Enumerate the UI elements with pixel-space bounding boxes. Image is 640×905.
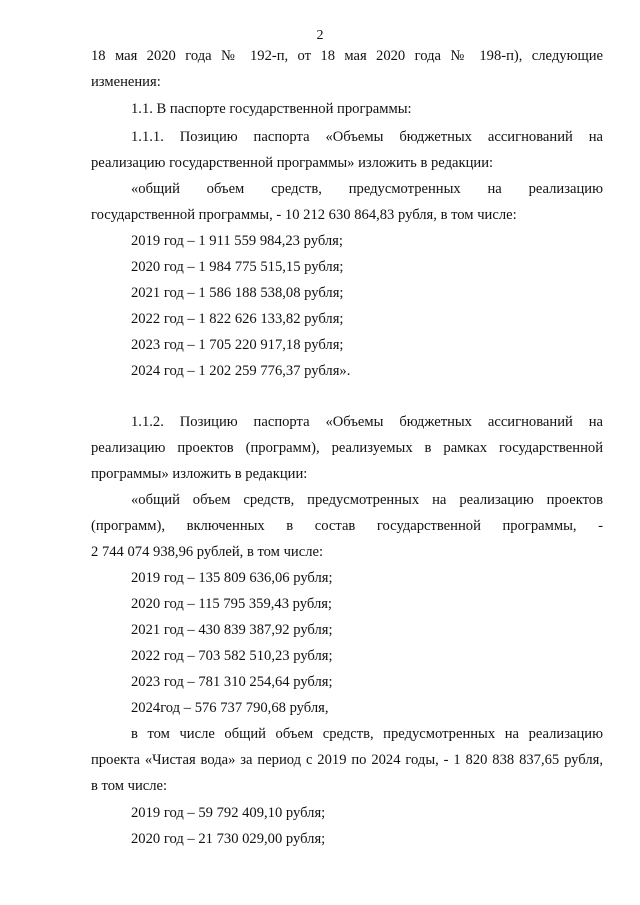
text-line: программы» изложить в редакции: [91,466,308,482]
text-line: 2022 год – 1 822 626 133,82 рубля; [131,311,344,327]
text-line: 2020 год – 1 984 775 515,15 рубля; [131,259,344,275]
text-line: в том числе общий объем средств, предусмотренных на реализацию [131,726,603,742]
text-line: 2019 год – 59 792 409,10 рубля; [131,805,326,821]
text-line: проекта «Чистая вода» за период с 2019 по 2024 годы, - 1 820 838 837,65 рубля, [91,752,603,768]
text-line: 2023 год – 781 310 254,64 рубля; [131,674,333,690]
page-number: 2 [316,28,324,43]
text-line: 1.1.1. Позицию паспорта «Объемы бюджетных ассигнований на [131,129,603,145]
text-line: 2023 год – 1 705 220 917,18 рубля; [131,337,344,353]
text-line: изменения: [91,74,161,90]
text-line: 2021 год – 430 839 387,92 рубля; [131,622,333,638]
text-line: 2024год – 576 737 790,68 рубля, [131,700,329,716]
text-line: 1.1.2. Позицию паспорта «Объемы бюджетных ассигнований на [131,414,603,430]
text-line: в том числе: [91,778,168,794]
text-line: 1.1. В паспорте государственной программы: [131,101,412,117]
text-line: реализацию государственной программы» изложить в редакции: [91,155,494,171]
text-line: 2020 год – 21 730 029,00 рубля; [131,831,326,847]
text-line: 2020 год – 115 795 359,43 рубля; [131,596,332,612]
text-line: 2 744 074 938,96 рублей, в том числе: [91,544,324,560]
text-line: государственной программы, - 10 212 630 864,83 рубля, в том числе: [91,207,517,223]
text-line: 2022 год – 703 582 510,23 рубля; [131,648,333,664]
text-line: 2021 год – 1 586 188 538,08 рубля; [131,285,344,301]
text-line: (программ), включенных в состав государственной программы, - [91,518,603,534]
text-line: 2019 год – 1 911 559 984,23 рубля; [131,233,343,249]
text-line: 2019 год – 135 809 636,06 рубля; [131,570,333,586]
text-line: «общий объем средств, предусмотренных на реализацию [131,181,603,197]
text-line: реализацию проектов (программ), реализуемых в рамках государственной [91,440,603,456]
text-line: 18 мая 2020 года № 192-п, от 18 мая 2020 года № 198-п), следующие [91,48,603,64]
text-line: 2024 год – 1 202 259 776,37 рубля». [131,363,351,379]
text-line: «общий объем средств, предусмотренных на реализацию проектов [131,492,603,508]
